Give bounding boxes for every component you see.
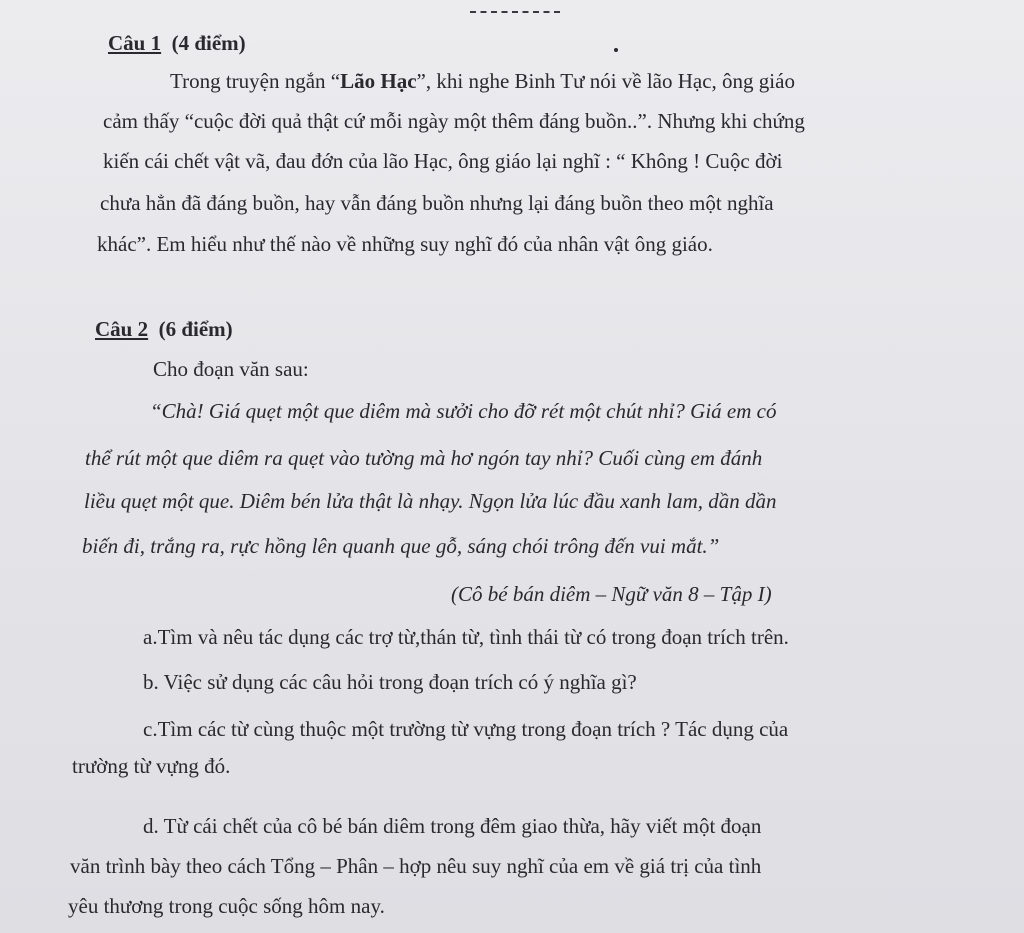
cau1-line-3: kiến cái chết vật vã, đau đớn của lão Hạc, ông giáo lại nghĩ : “ Không ! Cuộc đời [103, 149, 783, 173]
cau2-intro: Cho đoạn văn sau: [153, 357, 309, 381]
cau1-line-4: chưa hẳn đã đáng buồn, hay vẫn đáng buồn nhưng lại đáng buồn theo một nghĩa [100, 191, 774, 215]
story-title: Lão Hạc [340, 69, 417, 93]
cau1-line-2: cảm thấy “cuộc đời quả thật cứ mỗi ngày một thêm đáng buồn..”. Nhưng khi chứng [103, 109, 805, 133]
question-d-line-1: d. Từ cái chết của cô bé bán diêm trong đêm giao thừa, hãy viết một đoạn [143, 814, 762, 838]
quote-source: (Cô bé bán diêm – Ngữ văn 8 – Tập I) [451, 582, 772, 606]
cau2-heading [95, 308, 233, 350]
cau1-label: Câu 1 [108, 31, 162, 55]
quote-line-1: “Chà! Giá quẹt một que diêm mà sưởi cho đỡ rét một chút nhỉ? Giá em có [150, 399, 777, 423]
question-c-line-1: c.Tìm các từ cùng thuộc một trường từ vựng trong đoạn trích ? Tác dụng của [143, 717, 789, 741]
question-d-line-2: văn trình bày theo cách Tổng – Phân – hợp nêu suy nghĩ của em về giá trị của tình [70, 854, 762, 878]
cau1-line-1-pre: Trong truyện ngắn “ [170, 69, 341, 93]
question-d-line-3: yêu thương trong cuộc sống hôm nay. [68, 894, 385, 918]
cau1-points: (4 điểm) [171, 31, 246, 55]
question-b: b. Việc sử dụng các câu hỏi trong đoạn trích có ý nghĩa gì? [143, 670, 637, 694]
question-a: a.Tìm và nêu tác dụng các trợ từ,thán từ, tình thái từ có trong đoạn trích trên. [143, 625, 789, 649]
cau1-line-1-post: ”, khi nghe Binh Tư nói về lão Hạc, ông giáo [416, 69, 795, 93]
question-c-line-2: trường từ vựng đó. [72, 754, 231, 778]
quote-line-3: liều quẹt một que. Diêm bén lửa thật là nhạy. Ngọn lửa lúc đầu xanh lam, dần dần [84, 489, 777, 513]
top-dashed-rule [470, 11, 560, 13]
cau2-label: Câu 2 [95, 317, 149, 341]
cau1-line-5: khác”. Em hiểu như thế nào về những suy nghĩ đó của nhân vật ông giáo. [97, 232, 713, 256]
cau1-heading [108, 22, 246, 64]
ink-dot [614, 48, 618, 52]
cau1-line-1 [170, 60, 795, 102]
quote-line-2: thể rút một que diêm ra quẹt vào tường mà hơ ngón tay nhỉ? Cuối cùng em đánh [85, 446, 763, 470]
quote-line-4: biến đi, trắng ra, rực hồng lên quanh que gỗ, sáng chói trông đến vui mắt.” [82, 534, 720, 558]
cau2-points: (6 điểm) [158, 317, 233, 341]
